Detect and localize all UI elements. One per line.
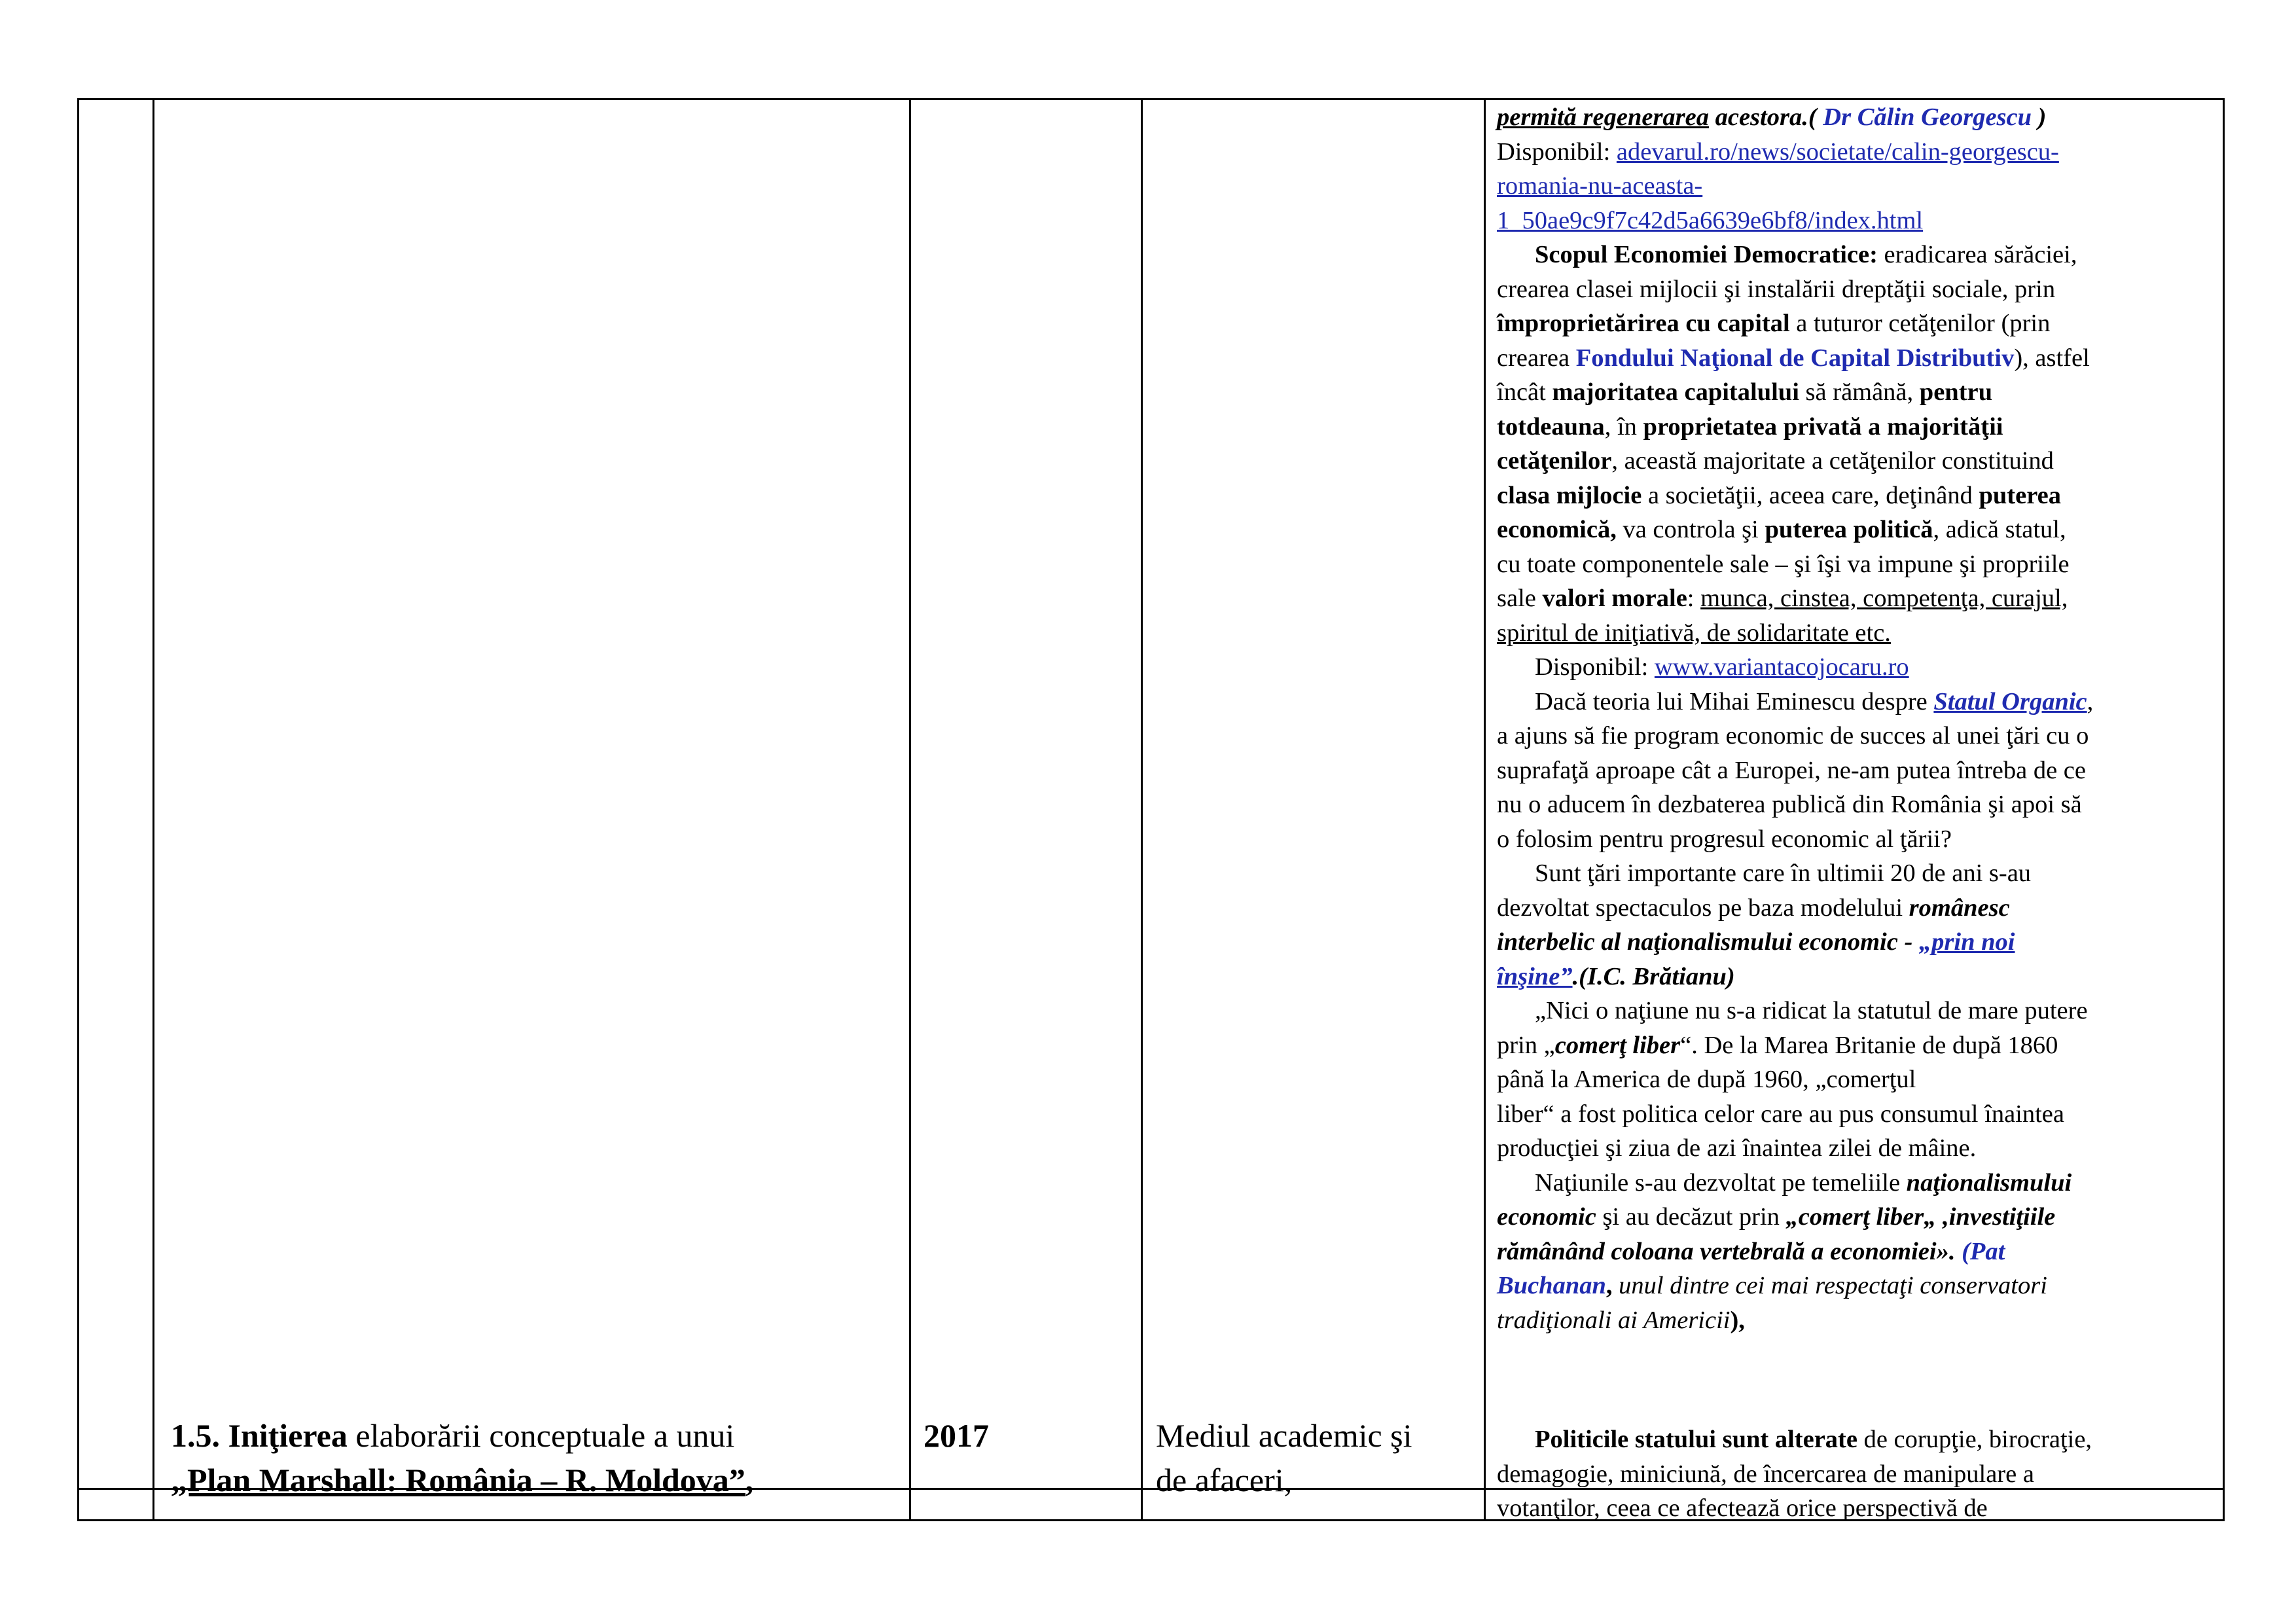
text-span: ), astfel [2014, 344, 2090, 372]
quote-link[interactable]: înşine” [1497, 962, 1573, 990]
text-line: „Nici o naţiune nu s-a ridicat la statutul de mare putere [1535, 997, 2088, 1024]
text-span: totdeauna [1497, 412, 1605, 441]
text-span: pentru [1919, 378, 1993, 406]
item-year: 2017 [924, 1417, 989, 1454]
item-title-tail: , [745, 1462, 754, 1498]
text-span: interbelic al naţionalismului economic - [1497, 928, 1919, 956]
text-line: crearea clasei mijlocii şi instalării dreptăţii sociale, prin [1497, 275, 2056, 303]
item-number: 1.5. Iniţierea [171, 1417, 348, 1454]
text-span: valori morale [1542, 585, 1687, 612]
fund-name: Fondului Naţional de Capital Distributiv [1575, 344, 2015, 372]
author-name: (Pat [1955, 1237, 2005, 1265]
text-span: va controla şi [1616, 516, 1765, 543]
text-span: crearea [1497, 344, 1576, 372]
column-divider [909, 100, 911, 1519]
item-partners [1156, 1413, 1412, 1502]
text-line: producţiei şi ziua de azi înaintea zilei de mâine. [1497, 1134, 1977, 1162]
text-span: “. De la Marea Britanie de după 1860 [1680, 1031, 2058, 1059]
item-title-plan: „Plan Marshall: România – R. Moldova” [171, 1462, 745, 1498]
text-line: a ajuns să fie program economic de succes al unei ţări cu o [1497, 722, 2089, 749]
column-divider [1141, 100, 1143, 1519]
text-span: Dacă teoria lui Mihai Eminescu despre [1535, 687, 1934, 715]
text-span: , adică statul, [1933, 516, 2066, 543]
description-column [1497, 100, 2217, 1337]
text-span: rămânând coloana vertebrală a economiei». [1497, 1237, 1956, 1265]
partners-line-2: de afaceri, [1156, 1462, 1293, 1498]
text-span: , [2087, 687, 2094, 715]
statul-organic-link[interactable]: Statul Organic [1933, 687, 2087, 715]
text-line: demagogie, miniciună, de încercarea de manipulare a [1497, 1460, 2034, 1488]
text-span: Disponibil: [1497, 137, 1617, 166]
text-span: cetăţenilor [1497, 447, 1612, 475]
text-line: Sunt ţări importante care în ultimii 20 de ani s-au [1535, 859, 2032, 887]
column-divider [152, 100, 154, 1519]
text-span: , această majoritate a cetăţenilor constituind [1611, 447, 2054, 475]
text-span: „comerţ liber„ ,investiţiile [1785, 1203, 2056, 1231]
text-span: : [1687, 585, 1701, 612]
text-line: votanţilor, ceea ce afectează orice perspectivă de [1497, 1494, 1988, 1522]
source-link[interactable]: www.variantacojocaru.ro [1654, 653, 1909, 681]
source-link[interactable]: 1_50ae9c9f7c42d5a6639e6bf8/index.html [1497, 206, 1924, 234]
text-span: ), [1730, 1306, 1745, 1334]
column-divider [1484, 100, 1486, 1519]
text-span: eradicarea sărăciei, [1877, 241, 2077, 268]
text-span: puterea politică [1765, 516, 1933, 543]
source-link[interactable]: romania-nu-aceasta- [1497, 172, 1703, 200]
document-table [77, 98, 2225, 1521]
text-span: Disponibil: [1535, 653, 1655, 681]
text-line: până la America de după 1960, „comerţul [1497, 1066, 1916, 1093]
text-span: economică, [1497, 516, 1617, 543]
author-name: Buchanan [1497, 1272, 1606, 1299]
author-name: Dr Călin Georgescu [1816, 103, 2032, 131]
item-title [171, 1413, 753, 1502]
text-span: dezvoltat spectaculos pe baza modelului [1497, 893, 1909, 922]
text-span: economic [1497, 1203, 1596, 1231]
text-span: proprietatea privată a majorităţii [1643, 412, 2003, 441]
text-span: a tuturor cetăţenilor (prin [1789, 310, 2051, 337]
text-span: .(I.C. Brătianu) [1572, 962, 1735, 990]
text-span: prin „ [1497, 1031, 1555, 1059]
text-line: nu o aducem în dezbaterea publică din România şi apoi să [1497, 791, 2082, 818]
text-span: încât [1497, 378, 1552, 406]
quote-link[interactable]: „prin noi [1918, 928, 2015, 956]
text-span: sale [1497, 585, 1543, 612]
text-span: împroprietărirea cu capital [1497, 310, 1790, 337]
partners-line-1: Mediul academic şi [1156, 1417, 1412, 1454]
text-line: cu toate componentele sale – şi îşi va impune şi propriile [1497, 550, 2070, 578]
text-span: comerţ liber [1554, 1031, 1681, 1059]
text-span: puterea [1979, 481, 2061, 509]
item-title-text: elaborării conceptuale a unui [347, 1417, 735, 1454]
text-span: românesc [1909, 893, 2010, 922]
text-span: Politicile statului sunt alterate [1535, 1426, 1857, 1453]
text-span: naţionalismului [1906, 1168, 2072, 1197]
text-span: a societăţii, aceea care, deţinând [1641, 481, 1979, 509]
text-span: munca, cinstea, competenţa, curajul, [1700, 585, 2068, 612]
text-span: de corupţie, birocraţie, [1857, 1426, 2092, 1453]
text-span: Scopul Economiei Democratice: [1535, 241, 1878, 268]
text-line: spiritul de iniţiativă, de solidaritate etc. [1497, 619, 1891, 647]
text-span: unul dintre cei mai respectaţi conservatori [1619, 1272, 2047, 1299]
text-span: permită regenerarea [1497, 103, 1709, 131]
source-link[interactable]: adevarul.ro/news/societate/calin-georgescu- [1616, 137, 2059, 166]
text-span: Naţiunile s-au dezvoltat pe temeliile [1535, 1168, 1907, 1197]
text-line: o folosim pentru progresul economic al ţării? [1497, 825, 1952, 853]
text-span: , în [1604, 412, 1643, 441]
text-span: să rămână, [1799, 378, 1920, 406]
text-span: clasa mijlocie [1497, 481, 1642, 509]
text-line: suprafaţă aproape cât a Europei, ne-am putea întreba de ce [1497, 756, 2086, 784]
description-next-row [1497, 1422, 2217, 1526]
text-span: şi au decăzut prin [1596, 1203, 1786, 1231]
text-span: tradiţionali ai Americii [1497, 1306, 1731, 1334]
text-span: majoritatea capitalului [1552, 378, 1799, 406]
text-line: liber“ a fost politica celor care au pus consumul înaintea [1497, 1100, 2064, 1128]
text-span: acestora.( [1709, 103, 1817, 131]
text-span: , [1605, 1272, 1619, 1299]
text-span: ) [2032, 103, 2047, 131]
